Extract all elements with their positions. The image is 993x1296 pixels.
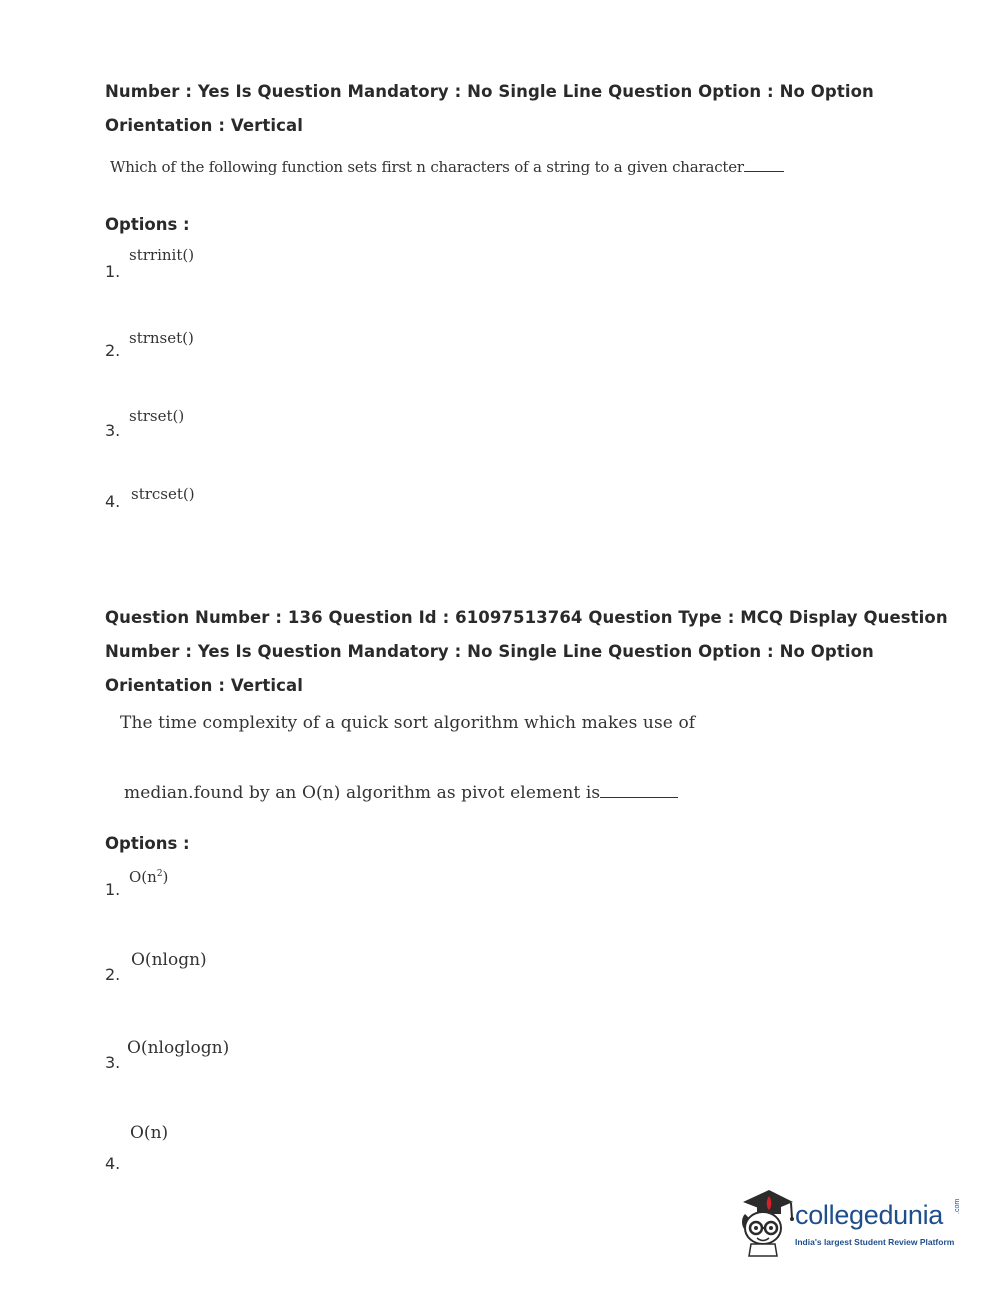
options-heading: Options :	[105, 834, 190, 853]
option-number: 2.	[105, 965, 121, 984]
option-text	[129, 868, 168, 886]
question-meta-orientation: Orientation : Vertical	[105, 116, 304, 135]
options-heading: Options :	[105, 215, 190, 234]
logo-domain: .com	[954, 1198, 961, 1214]
option-number: 4.	[105, 1154, 121, 1173]
option-text: strset()	[129, 407, 185, 425]
option-text: O(nlogn)	[131, 950, 207, 970]
option-number: 1.	[105, 880, 121, 899]
option-text: O(n)	[130, 1123, 169, 1143]
option-number: 3.	[105, 421, 121, 440]
logo-tagline: India's largest Student Review Platform	[795, 1237, 955, 1247]
option-number: 4.	[105, 492, 121, 511]
question-text-content: median.found by an O(n) algorithm as pivot element is	[124, 783, 601, 803]
option-text: O(nloglogn)	[127, 1038, 230, 1058]
answer-blank	[744, 171, 784, 172]
mascot-icon	[735, 1188, 797, 1260]
question-meta-line: Number : Yes Is Question Mandatory : No Single Line Question Option : No Option	[105, 642, 874, 661]
question-meta-line: Question Number : 136 Question Id : 61097513764 Question Type : MCQ Display Question	[105, 608, 948, 627]
option-number: 1.	[105, 262, 121, 281]
question-meta-orientation: Orientation : Vertical	[105, 676, 304, 695]
collegedunia-logo	[735, 1188, 965, 1260]
option-text: strcset()	[131, 485, 195, 503]
option-text-main: O(n	[129, 868, 157, 886]
option-text-tail: )	[162, 868, 169, 886]
question-text	[110, 158, 784, 176]
option-text: strnset()	[129, 329, 194, 347]
question-text-line: The time complexity of a quick sort algorithm which makes use of	[120, 713, 696, 733]
logo-wordmark: collegedunia	[795, 1200, 944, 1230]
question-meta-line: Number : Yes Is Question Mandatory : No Single Line Question Option : No Option	[105, 82, 874, 101]
answer-blank	[600, 797, 678, 798]
option-superscript: 2	[156, 869, 163, 879]
question-text-content: Which of the following function sets first n characters of a string to a given character	[110, 158, 744, 176]
option-number: 3.	[105, 1053, 121, 1072]
question-text-line	[124, 783, 678, 803]
option-text: strrinit()	[129, 246, 195, 264]
option-number: 2.	[105, 341, 121, 360]
